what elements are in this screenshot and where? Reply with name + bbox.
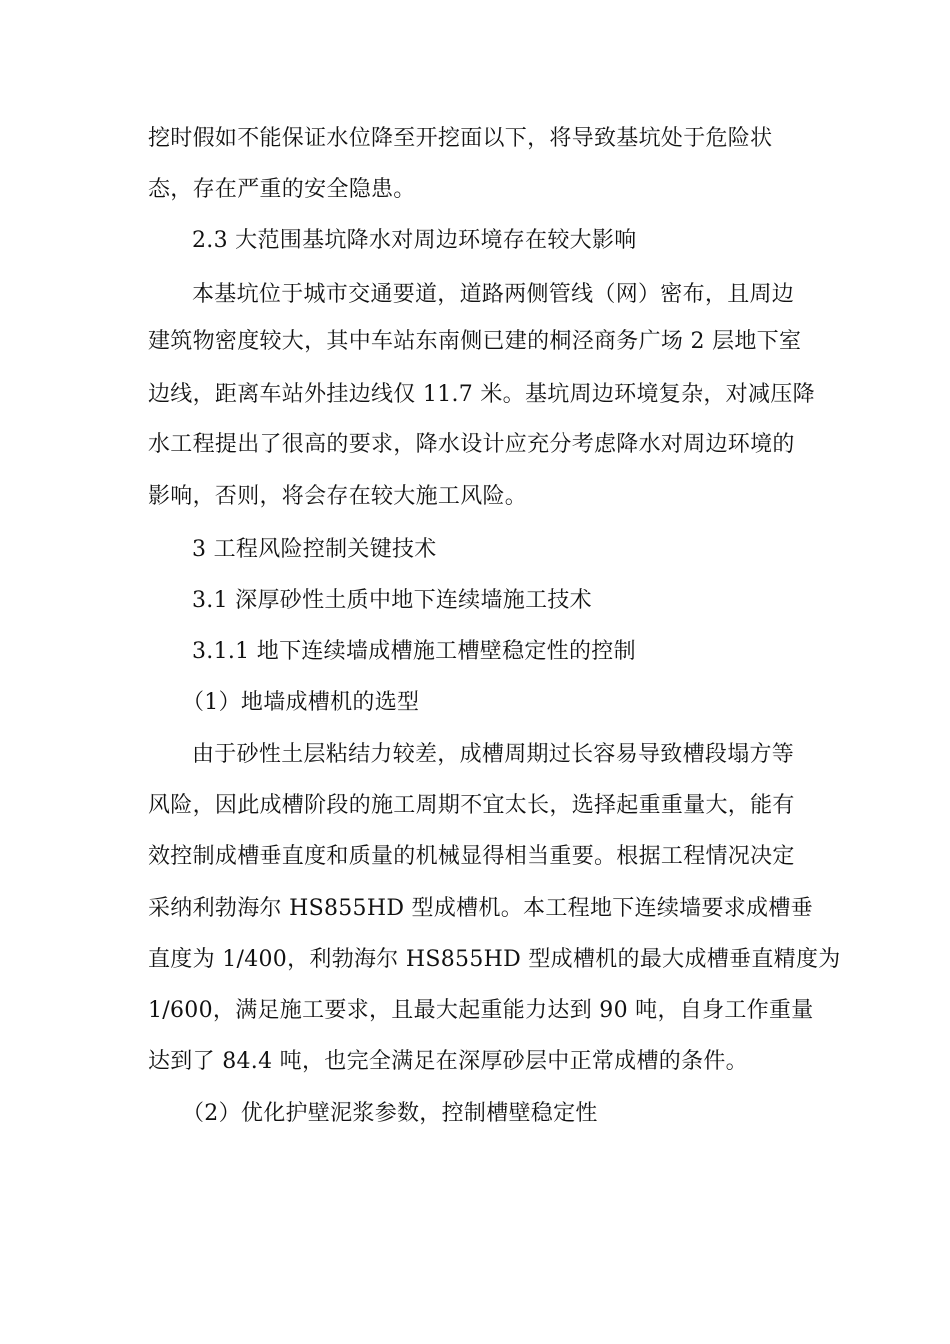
body-text-line: 边线，距离车站外挂边线仅 11.7 米。基坑周边环境复杂，对减压降 — [148, 382, 815, 407]
paragraph-start: 由于砂性土层粘结力较差，成槽周期过长容易导致槽段塌方等 — [192, 742, 795, 767]
body-text-line: 直度为 1/400，利勃海尔 HS855HD 型成槽机的最大成槽垂直精度为 — [148, 947, 841, 972]
body-text-line: 影响，否则，将会存在较大施工风险。 — [148, 484, 528, 509]
section-heading-2-3: 2.3 大范围基坑降水对周边环境存在较大影响 — [192, 228, 637, 253]
body-text-line: 1/600，满足施工要求，且最大起重能力达到 90 吨，自身工作重量 — [148, 998, 814, 1023]
paragraph-start: 本基坑位于城市交通要道，道路两侧管线（网）密布，且周边 — [192, 282, 795, 307]
body-text-line: 达到了 84.4 吨，也完全满足在深厚砂层中正常成槽的条件。 — [148, 1049, 748, 1074]
body-text-line: 挖时假如不能保证水位降至开挖面以下，将导致基坑处于危险状 — [148, 126, 773, 151]
body-text-line: 风险，因此成槽阶段的施工周期不宜太长，选择起重重量大，能有 — [148, 793, 795, 818]
body-text-line: 建筑物密度较大，其中车站东南侧已建的桐泾商务广场 2 层地下室 — [148, 329, 802, 354]
section-heading-3: 3 工程风险控制关键技术 — [192, 537, 437, 562]
section-heading-3-1-1: 3.1.1 地下连续墙成槽施工槽壁稳定性的控制 — [192, 639, 636, 664]
body-text-line: 水工程提出了很高的要求，降水设计应充分考虑降水对周边环境的 — [148, 432, 795, 457]
body-text-line: 采纳利勃海尔 HS855HD 型成槽机。本工程地下连续墙要求成槽垂 — [148, 896, 813, 921]
body-text-line: 态，存在严重的安全隐患。 — [148, 177, 416, 202]
subsection-item-2: （2）优化护壁泥浆参数，控制槽壁稳定性 — [182, 1101, 598, 1126]
subsection-item-1: （1）地墙成槽机的选型 — [182, 690, 420, 715]
body-text-line: 效控制成槽垂直度和质量的机械显得相当重要。根据工程情况决定 — [148, 844, 795, 869]
section-heading-3-1: 3.1 深厚砂性土质中地下连续墙施工技术 — [192, 588, 592, 613]
